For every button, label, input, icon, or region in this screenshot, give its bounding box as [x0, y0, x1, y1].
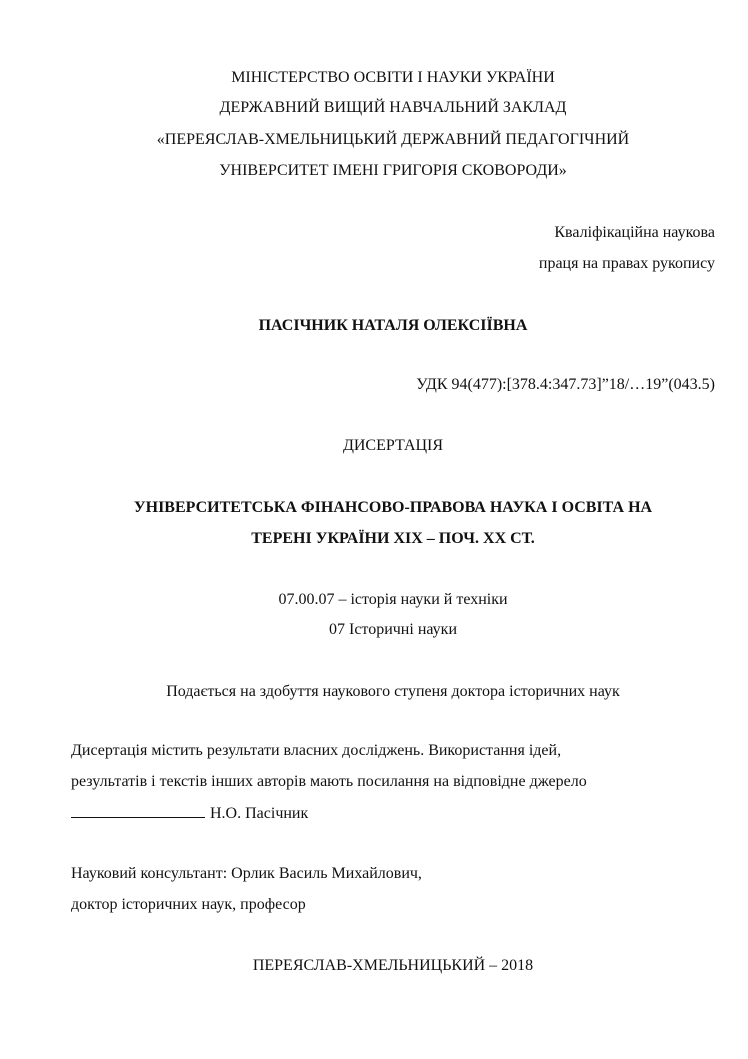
degree-statement: Подається на здобуття наукового ступеня доктора історичних наук	[166, 683, 620, 700]
city-year: ПЕРЕЯСЛАВ-ХМЕЛЬНИЦЬКИЙ – 2018	[252, 957, 534, 974]
university-name-line-2: УНІВЕРСИТЕТ ІМЕНІ ГРИГОРІЯ СКОВОРОДИ»	[219, 162, 567, 179]
institution-type-line: ДЕРЖАВНИЙ ВИЩИЙ НАВЧАЛЬНИЙ ЗАКЛАД	[219, 99, 567, 116]
consultant-line-2: доктор історичних наук, професор	[71, 896, 306, 913]
ministry-line: МІНІСТЕРСТВО ОСВІТИ І НАУКИ УКРАЇНИ	[231, 69, 555, 86]
udc-code: УДК 94(477):[378.4:347.73]”18/…19”(043.5)	[416, 376, 715, 393]
originality-line-1: Дисертація містить результати власних досліджень. Використання ідей,	[71, 742, 562, 759]
signature-line	[71, 803, 205, 818]
dissertation-title-line-1: УНІВЕРСИТЕТСЬКА ФІНАНСОВО-ПРАВОВА НАУКА І ОСВІТА НА	[133, 499, 653, 516]
field-of-science: 07 Історичні науки	[328, 621, 457, 638]
manuscript-note-line-1: Кваліфікаційна наукова	[554, 224, 715, 241]
university-name-line-1: «ПЕРЕЯСЛАВ-ХМЕЛЬНИЦЬКИЙ ДЕРЖАВНИЙ ПЕДАГОГІЧНИЙ	[156, 131, 630, 148]
signature-name: Н.О. Пасічник	[210, 805, 309, 822]
manuscript-note-line-2: праця на правах рукопису	[538, 255, 715, 272]
specialty-code: 07.00.07 – історія науки й техніки	[278, 591, 508, 608]
document-type: ДИСЕРТАЦІЯ	[342, 437, 444, 454]
consultant-line-1: Науковий консультант: Орлик Василь Михайлович,	[71, 865, 422, 882]
dissertation-title-line-2: ТЕРЕНІ УКРАЇНИ ХІХ – ПОЧ. ХХ СТ.	[251, 530, 535, 547]
originality-line-2: результатів і текстів інших авторів мають посилання на відповідне джерело	[71, 773, 587, 790]
author-name: ПАСІЧНИК НАТАЛЯ ОЛЕКСІЇВНА	[258, 317, 528, 334]
signature-block	[71, 803, 308, 824]
